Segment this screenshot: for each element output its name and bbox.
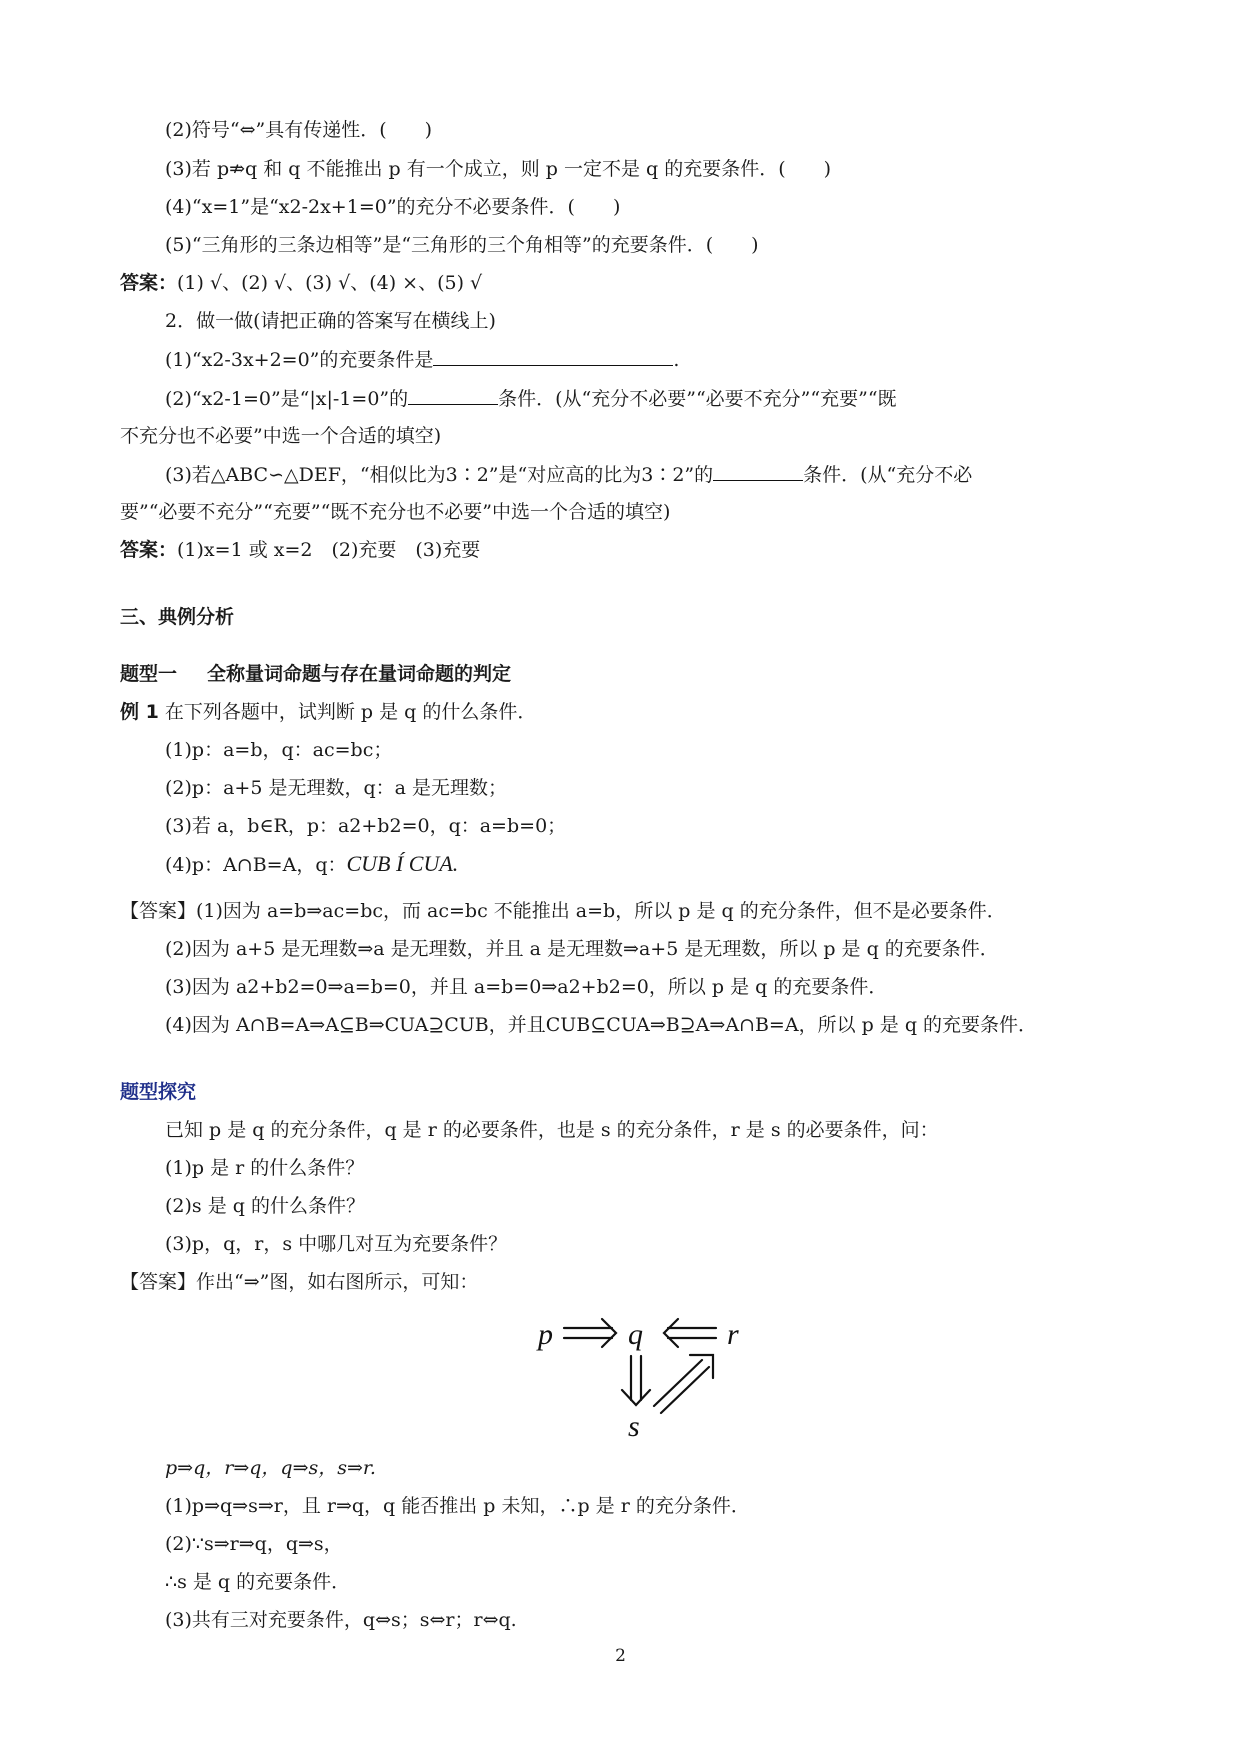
example-item-1: (1)p：a=b，q：ac=bc； <box>165 739 393 761</box>
type-1-heading: 题型一 全称量词命题与存在量词命题的判定 <box>120 663 512 685</box>
explore-item-3: (3)p，q，r，s 中哪几对互为充要条件？ <box>165 1233 508 1255</box>
example-answer-1: 【答案】(1)因为 a=b⇒ac=bc，而 ac=bc 不能推出 a=b，所以 p 是 q 的充分条件，但不是必要条件． <box>120 900 1006 922</box>
set-formula: CUB Í CUA. <box>346 851 459 876</box>
explore-item-2: (2)s 是 q 的什么条件？ <box>165 1195 365 1217</box>
fill-question-2-cont: 不充分也不必要”中选一个合适的填空) <box>120 425 442 447</box>
answer-1 <box>120 271 482 295</box>
example-label: 例 1 <box>120 701 159 723</box>
judge-item-4: (4)“x=1”是“x2-2x+1=0”的充分不必要条件．( ) <box>165 196 621 218</box>
answer-text: (1) √、(2) √、(3) √、(4) ×、(5) √ <box>177 272 483 294</box>
judge-item-2: (2)符号“⇔”具有传递性．( ) <box>165 119 433 141</box>
answer-text: (1)x=1 或 x=2 (2)充要 (3)充要 <box>177 539 481 561</box>
arrow-r-to-q <box>664 1319 716 1347</box>
fill-question-3: (3)若△ABC∽△DEF，“相似比为3∶2”是“对应高的比为3∶2”的 条件．(从“充分不必 <box>165 464 973 486</box>
implication-diagram <box>532 1302 757 1444</box>
node-r: r <box>727 1318 739 1351</box>
example-answer-4: (4)因为 A∩B=A⇒A⊆B⇒CUA⊇CUB，并且CUB⊆CUA⇒B⊇A⇒A∩B=A，所以 p 是 q 的充要条件． <box>165 1014 1038 1036</box>
conclusion-2: (2)∵s⇒r⇒q，q⇒s， <box>165 1533 343 1555</box>
answer-label: 答案： <box>120 539 178 561</box>
page-number: 2 <box>615 1646 626 1666</box>
section-2-title: 2．做一做(请把正确的答案写在横线上) <box>165 310 496 332</box>
answer-blank-3 <box>713 462 803 481</box>
explore-intro: 已知 p 是 q 的充分条件，q 是 r 的必要条件，也是 s 的充分条件，r 是 s 的必要条件，问： <box>165 1119 939 1141</box>
explore-title: 题型探究 <box>120 1081 197 1103</box>
fill-question-2: (2)“x2-1=0”是“|x|-1=0”的 条件．(从“充分不必要”“必要不充分”“充要”“既 <box>165 388 897 410</box>
example-1: 例 1 在下列各题中，试判断 p 是 q 的什么条件． <box>120 701 537 723</box>
explore-item-1: (1)p 是 r 的什么条件？ <box>165 1157 365 1179</box>
example-item-2: (2)p：a+5 是无理数，q：a 是无理数； <box>165 777 507 799</box>
conclusion-relations: p⇒q，r⇒q，q⇒s，s⇒r. <box>165 1457 376 1479</box>
arrow-p-to-q <box>564 1319 616 1347</box>
fill-question-1: (1)“x2-3x+2=0”的充要条件是 . <box>165 349 680 371</box>
arrow-s-to-r <box>654 1355 713 1413</box>
example-item-4: (4)p：A∩B=A，q：CUB Í CUA. <box>165 851 459 876</box>
section-3-title: 三、典例分析 <box>120 606 235 628</box>
example-answer-2: (2)因为 a+5 是无理数⇒a 是无理数，并且 a 是无理数⇒a+5 是无理数，所以 p 是 q 的充要条件． <box>165 938 999 960</box>
explore-answer: 【答案】作出“⇒”图，如右图所示，可知： <box>120 1271 479 1293</box>
conclusion-1: (1)p⇒q⇒s⇒r，且 r⇒q，q 能否推出 p 未知，∴p 是 r 的充分条件． <box>165 1495 750 1517</box>
example-answer-3: (3)因为 a2+b2=0⇒a=b=0，并且 a=b=0⇒a2+b2=0，所以 p 是 q 的充要条件． <box>165 976 888 998</box>
judge-item-5: (5)“三角形的三条边相等”是“三角形的三个角相等”的充要条件．( ) <box>165 234 759 256</box>
example-item-3: (3)若 a，b∈R，p：a2+b2=0，q：a=b=0； <box>165 815 567 837</box>
answer-blank-2 <box>408 386 498 405</box>
conclusion-2-result: ∴s 是 q 的充要条件． <box>165 1571 351 1593</box>
conclusion-3: (3)共有三对充要条件，q⇔s；s⇔r；r⇔q. <box>165 1609 517 1631</box>
answer-label: 答案： <box>120 272 178 294</box>
judge-item-3: (3)若 p⇏q 和 q 不能推出 p 有一个成立，则 p 一定不是 q 的充要条件．( ) <box>165 158 832 180</box>
answer-blank-1 <box>433 347 673 366</box>
arrow-q-to-s <box>622 1356 650 1405</box>
fill-question-3-cont: 要”“必要不充分”“充要”“既不充分也不必要”中选一个合适的填空) <box>120 501 671 523</box>
node-s: s <box>628 1410 640 1443</box>
answer-2 <box>120 538 480 562</box>
node-q: q <box>628 1318 643 1351</box>
node-p: p <box>538 1318 553 1351</box>
